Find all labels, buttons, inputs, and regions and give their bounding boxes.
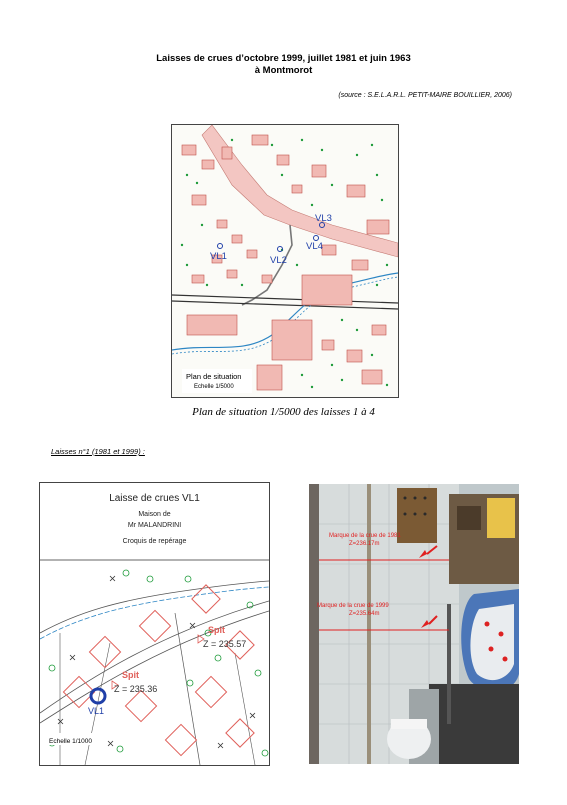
situation-map [171,124,399,398]
mark-1981-label: Marque de la crue de 1981 [329,533,401,539]
flood-marks-photo-drawing [309,484,519,764]
spit-1-label: Spit [208,625,225,635]
detail-map-scale: Echelle 1/1000 [49,738,93,745]
situation-map-drawing [172,125,398,397]
detail-map-drawing [40,483,269,765]
page-title [0,53,567,77]
marker-label-vl4: VL4 [306,241,323,252]
situation-legend-title: Plan de situation [186,372,242,381]
flood-marks-photo [309,484,519,764]
detail-map-line-2: Mr MALANDRINI [127,522,182,529]
spit-2-altitude: Z = 235.36 [114,684,158,694]
situation-legend-scale: Echelle 1/5000 [194,384,234,390]
marker-label-vl2: VL2 [270,255,287,266]
mark-1999-label: Marque de la crue de 1999 [317,603,389,609]
detail-map-title: Laisse de crues VL1 [109,493,200,504]
source-note: (source : S.E.L.A.R.L. PETIT-MAIRE BOUILLIER, 2006) [338,92,512,99]
mark-1981-altitude: Z=236.17m [349,541,380,547]
spit-2-label: Spit [122,670,139,680]
section-heading: Laisses n°1 (1981 et 1999) : [51,447,145,456]
spit-1-altitude: Z = 235.57 [203,639,247,649]
detail-map-vl1 [39,482,270,766]
marker-label-vl1: VL1 [210,251,227,262]
vl1-marker-label: VL1 [88,706,105,716]
title-line-1: Laisses de crues d’octobre 1999, juillet 1981 et juin 1963 [156,53,411,64]
detail-map-line-1: Maison de [138,511,171,518]
marker-label-vl3: VL3 [315,213,332,224]
situation-map-caption: Plan de situation 1/5000 des laisses 1 à 4 [192,406,375,418]
mark-1999-altitude: Z=235.64m [349,611,380,617]
title-line-2: à Montmorot [254,65,313,76]
detail-map-line-3: Croquis de repérage [122,538,187,545]
